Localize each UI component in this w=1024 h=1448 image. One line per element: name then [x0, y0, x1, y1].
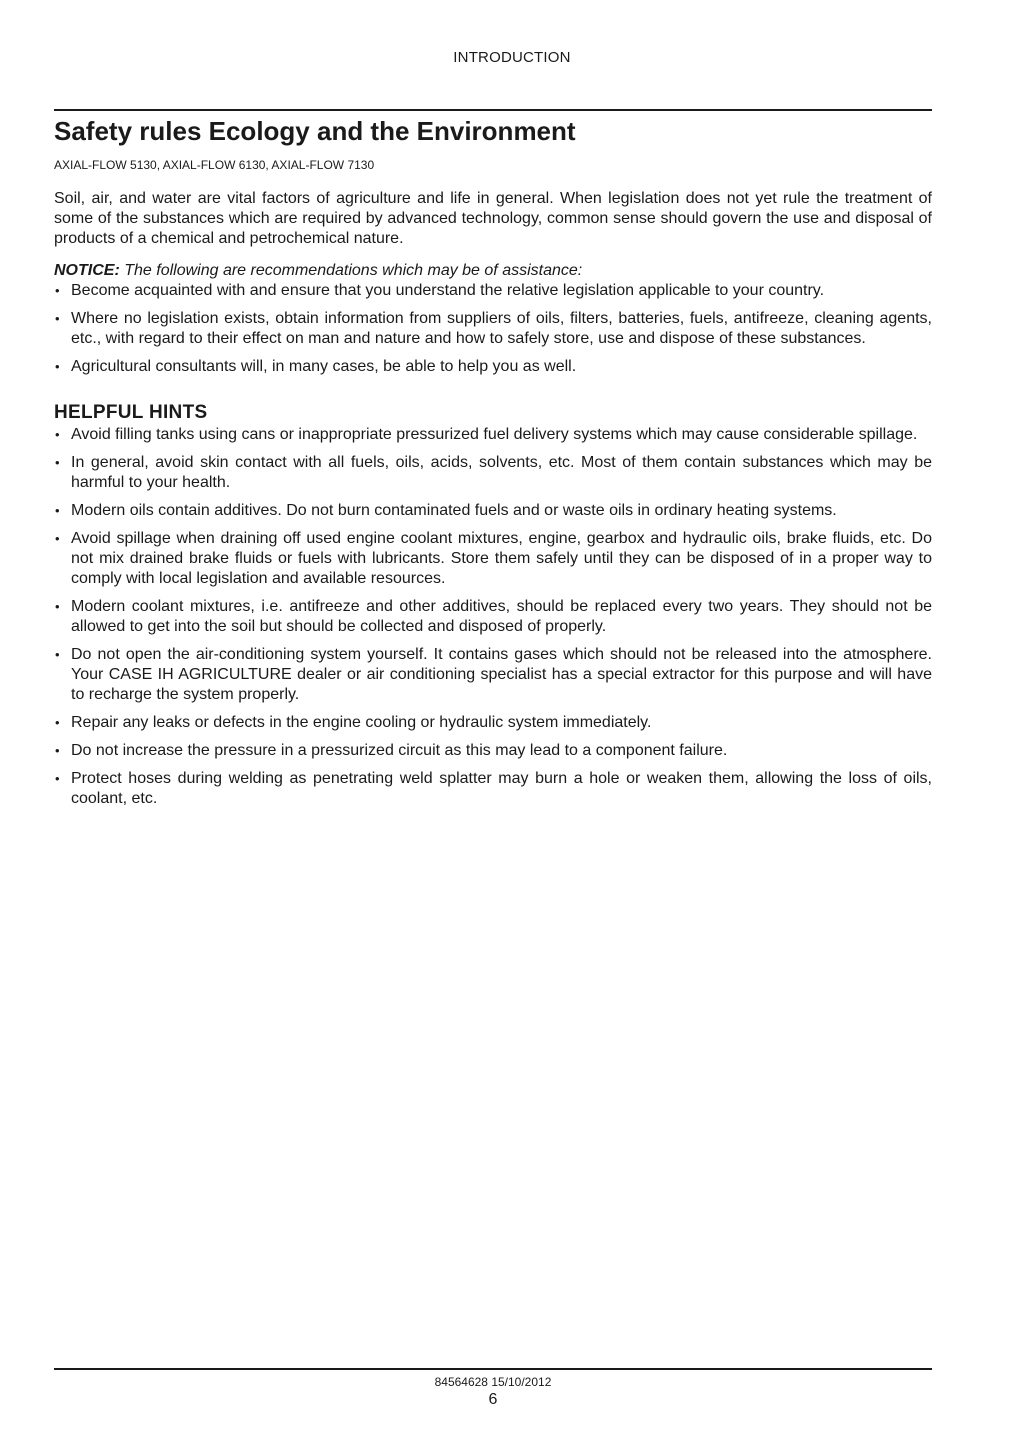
list-item: [54, 597, 932, 637]
list-item: [54, 281, 932, 301]
hints-heading: HELPFUL HINTS: [54, 402, 208, 423]
list-item-text: Do not increase the pressure in a pressurized circuit as this may lead to a component failure.: [71, 742, 728, 759]
list-item-text: Where no legislation exists, obtain information from suppliers of oils, filters, batteries, fuels, antifreeze, cleaning agents, etc., with regard to their effect on man and nature and how to safely store, use and dispose of these substances.: [71, 310, 932, 347]
notice: [54, 261, 932, 281]
bottom-rule: [54, 1368, 932, 1370]
list-item: [54, 769, 932, 809]
bullet-icon: •: [55, 771, 60, 786]
list-item-text: Become acquainted with and ensure that you understand the relative legislation applicable to your country.: [71, 282, 825, 299]
list-item-text: Repair any leaks or defects in the engine cooling or hydraulic system immediately.: [71, 714, 652, 731]
list-item: [54, 425, 932, 445]
notice-label: NOTICE:: [54, 262, 120, 279]
notice-text: The following are recommendations which may be of assistance:: [119, 262, 583, 279]
list-item: [54, 713, 932, 733]
list-item: [54, 501, 932, 521]
bullet-icon: •: [55, 359, 60, 374]
list-item: [54, 529, 932, 589]
bullet-icon: •: [55, 715, 60, 730]
page-content: [54, 114, 932, 817]
bullet-icon: •: [55, 531, 60, 546]
list-item: [54, 357, 932, 377]
list-item-text: Modern coolant mixtures, i.e. antifreeze and other additives, should be replaced every two years. They should not be allowed to get into the soil but should be collected and disposed of properly.: [71, 598, 932, 635]
bullet-icon: •: [55, 743, 60, 758]
bullet-icon: •: [55, 599, 60, 614]
list-item-text: Agricultural consultants will, in many cases, be able to help you as well.: [71, 358, 577, 375]
list-item-text: In general, avoid skin contact with all fuels, oils, acids, solvents, etc. Most of them contain substances which may be harmful to your health.: [71, 454, 932, 491]
intro-paragraph: Soil, air, and water are vital factors of agriculture and life in general. When legislation does not yet rule the treatment of some of the substances which are required by advanced technology, common sense should govern the use and disposal of products of a chemical and petrochemical nature.: [54, 190, 932, 247]
list-item-text: Avoid filling tanks using cans or inappropriate pressurized fuel delivery systems which may cause considerable spillage.: [71, 426, 918, 443]
list-item: [54, 453, 932, 493]
bullet-icon: •: [55, 311, 60, 326]
footer-doc-ref: 84564628 15/10/2012: [434, 1375, 552, 1389]
list-item: [54, 309, 932, 349]
list-item: [54, 741, 932, 761]
bullet-icon: •: [55, 427, 60, 442]
hints-list: [54, 425, 932, 809]
running-header: INTRODUCTION: [453, 49, 571, 66]
bullet-icon: •: [55, 647, 60, 662]
page-title: Safety rules Ecology and the Environment: [54, 116, 576, 146]
list-item-text: Do not open the air-conditioning system yourself. It contains gases which should not be released into the atmosphere. Your CASE IH AGRICULTURE dealer or air conditioning specialist has a special extractor for this purpose and will have to recharge the system properly.: [71, 646, 932, 703]
bullet-icon: •: [55, 503, 60, 518]
list-item-text: Avoid spillage when draining off used engine coolant mixtures, engine, gearbox and hydraulic oils, brake fluids, etc. Do not mix drained brake fluids or fuels with lubricants. Store them safely until they can be disposed of in a proper way to comply with local legislation and available resources.: [71, 530, 932, 587]
model-list: AXIAL-FLOW 5130, AXIAL-FLOW 6130, AXIAL-FLOW 7130: [54, 158, 375, 172]
page-number: 6: [488, 1391, 498, 1408]
list-item-text: Modern oils contain additives. Do not burn contaminated fuels and or waste oils in ordinary heating systems.: [71, 502, 837, 519]
bullet-icon: •: [55, 455, 60, 470]
top-rule: [54, 109, 932, 111]
list-item-text: Protect hoses during welding as penetrating weld splatter may burn a hole or weaken them, allowing the loss of oils, coolant, etc.: [71, 770, 932, 807]
bullet-icon: •: [55, 283, 60, 298]
list-item: [54, 645, 932, 705]
recommendations-list: [54, 281, 932, 377]
